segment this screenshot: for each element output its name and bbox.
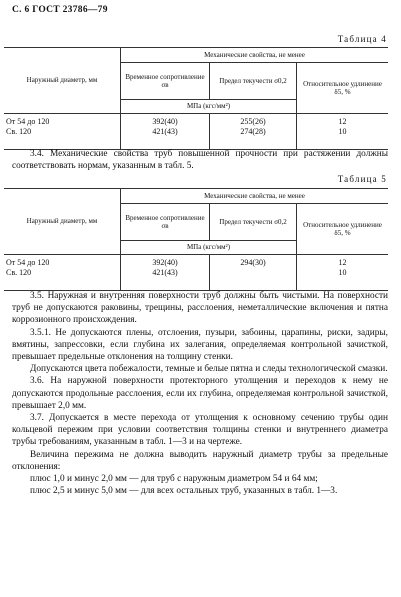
table4-row1-yield: 255(26)	[240, 117, 266, 126]
table5-elongation-cell	[297, 255, 389, 291]
paragraph-plus-2: плюс 2,5 и минус 5,0 мм — для всех остальных труб, указанных в табл. 1—3.	[30, 486, 338, 497]
paragraph-3-4: 3.4. Механические свойства труб повышенной прочности при растяжении должны соответствовать нормам, указанным в табл. 5.	[12, 149, 388, 172]
table4-row2-elongation: 10	[338, 126, 347, 136]
paragraph-3-5: 3.5. Наружная и внутренняя поверхности труб должны быть чистыми. На поверхности труб не допускаются раковины, трещины, расслоения, неметаллические включения и пятна коррозионного происхождения.	[12, 291, 388, 326]
paragraph-value: Величина пережима не должна выводить наружный диаметр трубы за предельные отклонения:	[12, 449, 388, 472]
table5-yield-cell	[210, 255, 297, 291]
table5-col-strength: Временное сопротивление σв	[121, 204, 210, 241]
table5-col-diameter: Наружный диаметр, мм	[4, 189, 121, 255]
table5-col-elongation: Относительное удлинение δ5, %	[297, 204, 389, 255]
table4-yield-cell	[210, 114, 297, 150]
paragraph-3-5-1: 3.5.1. Не допускаются плены, отслоения, пузыри, забоины, царапины, риски, задиры, вмятины, запрессовки, если глубина их залегания, определяемая контрольной зачисткой, превышает предельные отклонения на толщину стенки.	[12, 327, 388, 363]
table4-row1-strength: 392(40)	[152, 117, 178, 126]
table5-row2-diameter: Св. 120	[6, 267, 32, 277]
paragraph-3-7: 3.7. Допускается в месте перехода от утолщения к основному сечению трубы один кольцевой пережим при условии соответствия толщины стенки и внутреннего диаметра трубы требованиям, указанным в табл. 1—3 и на чертеже.	[12, 413, 388, 448]
table5-units: МПа (кгс/мм²)	[121, 241, 297, 255]
table4-row1-elongation: 12	[338, 117, 347, 126]
table5-strength-cell	[121, 255, 210, 291]
table4-col-strength-text: Временное сопротивление σв	[125, 72, 205, 89]
table4-row2-strength: 421(43)	[152, 126, 178, 136]
table4-label: Таблица 4	[337, 34, 387, 44]
table5-col-yield: Предел текучести σ0,2	[210, 204, 297, 241]
table4-strength-cell	[121, 114, 210, 150]
paragraph-3-6: 3.6. На наружной поверхности протекторного утолщения и переходов к нему не допускаются продольные расслоения, если их глубина, определяемая контрольной зачисткой, превышает 2,0 мм.	[12, 376, 388, 411]
table5-row2-strength: 421(43)	[152, 267, 178, 277]
table5-row1-elongation: 12	[338, 258, 347, 267]
paragraph-colors: Допускаются цвета побежалости, темные и белые пятна и следы технологической смазки.	[30, 364, 388, 375]
page-header: С. 6 ГОСТ 23786—79	[12, 5, 108, 15]
table5-row1-yield: 294(30)	[240, 258, 266, 267]
table4-row1-diameter: От 54 до 120	[6, 117, 50, 126]
paragraph-plus-1: плюс 1,0 и минус 2,0 мм — для труб с наружным диаметром 54 и 64 мм;	[30, 474, 318, 485]
table5-row2-elongation: 10	[338, 267, 347, 277]
table4-col-diameter: Наружный диаметр, мм	[4, 48, 121, 114]
table4-elongation-cell	[297, 114, 389, 150]
table5-row-diameters	[4, 255, 121, 291]
table4-col-strength	[121, 63, 210, 100]
table4-col-yield: Предел текучести σ0,2	[210, 63, 297, 100]
table5-group-header: Механические свойства, не менее	[121, 189, 389, 204]
table4	[4, 47, 388, 150]
table5-row1-diameter: От 54 до 120	[6, 258, 50, 267]
table4-units: МПа (кгс/мм²)	[121, 100, 297, 114]
table4-group-header: Механические свойства, не менее	[121, 48, 389, 63]
table4-row2-yield: 274(28)	[240, 126, 266, 136]
table5-label: Таблица 5	[337, 174, 387, 184]
table4-row2-diameter: Св. 120	[6, 126, 32, 136]
table4-col-elongation: Относительное удлинение δ5, %	[297, 63, 389, 114]
body-text	[12, 290, 388, 497]
table5	[4, 188, 388, 291]
table4-row-diameters	[4, 114, 121, 150]
table5-row1-strength: 392(40)	[152, 258, 178, 267]
